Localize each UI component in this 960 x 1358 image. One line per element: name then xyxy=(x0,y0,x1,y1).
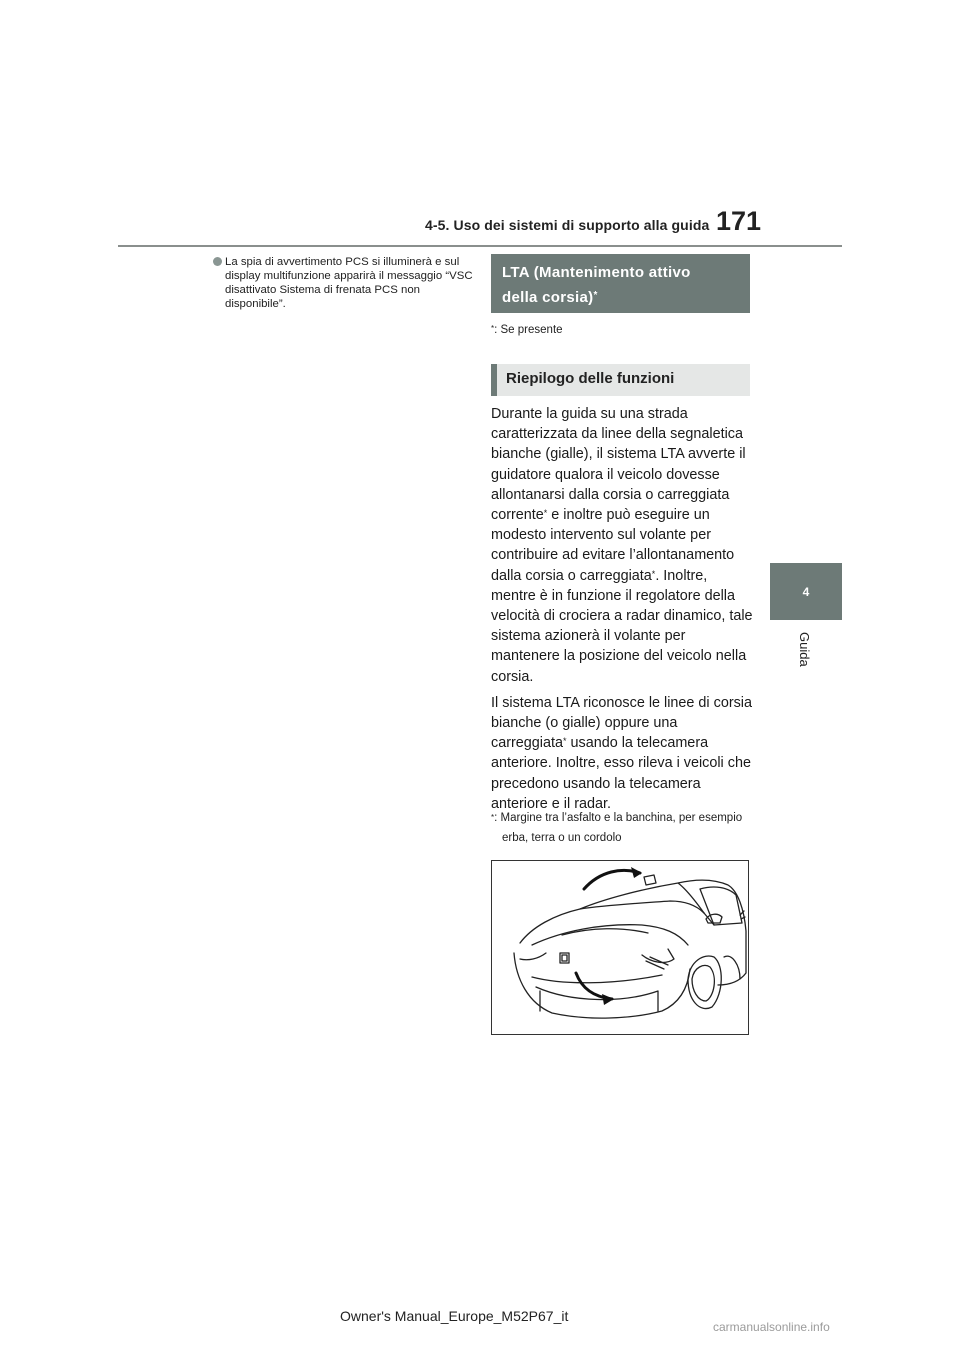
paragraph-2: Il sistema LTA riconosce le linee di corsia bianche (o gialle) oppure una carreggiata* usando la telecamera anteriore. Inoltre, esso rileva i veicoli che precedono usando la telecamera anteriore e il radar. xyxy=(491,694,753,812)
car-camera-illustration xyxy=(491,860,749,1035)
title-asterisk: * xyxy=(593,290,598,301)
watermark: carmanualsonline.info xyxy=(713,1320,830,1334)
footnote-text: : Margine tra l’asfalto e la banchina, per esempio erba, terra o un cordolo xyxy=(494,812,743,844)
chapter-label: Guida xyxy=(797,632,812,667)
bullet-text: La spia di avvertimento PCS si illuminerà e sul display multifunzione apparirà il messaggio “VSC disattivato Sistema di frenata PCS non disponibile”. xyxy=(225,256,473,310)
footnote-asterisk: * xyxy=(491,813,495,822)
section-title xyxy=(491,254,750,313)
section-title-line-2: della corsia) xyxy=(502,289,594,306)
subsection-title: Riepilogo delle funzioni xyxy=(491,364,750,396)
body-text xyxy=(491,404,753,820)
car-drawing xyxy=(492,861,749,1035)
page-number: 171 xyxy=(716,206,762,236)
footnote-asterisk: * xyxy=(491,324,495,333)
footnote-text: : Se presente xyxy=(494,324,563,336)
section-header: 4-5. Uso dei sistemi di supporto alla guida xyxy=(425,217,710,233)
section-title-line-1: LTA (Mantenimento attivo xyxy=(502,264,691,281)
manual-identifier: Owner's Manual_Europe_M52P67_it xyxy=(340,1308,569,1324)
header-divider xyxy=(118,245,842,247)
margin-footnote xyxy=(491,808,753,848)
chapter-number: 4 xyxy=(802,584,810,599)
presence-footnote xyxy=(491,324,563,336)
chapter-tab[interactable] xyxy=(770,563,842,620)
bullet-icon xyxy=(213,257,222,266)
paragraph-1: Durante la guida su una strada caratterizzata da linee della segnaletica bianche (gialle), il sistema LTA avverte il guidatore qualora il veicolo dovesse allontanarsi dalla corsia o carreggiata corrente* e inoltre può eseguire un modesto intervento sul volante per contribuire ad evitare l’allontanamento dalla corsia o carreggiata*. Inoltre, mentre è in funzione il regolatore della velocità di crociera a radar dinamico, tale sistema azionerà il volante per mantenere la posizione del veicolo nella corsia. xyxy=(491,406,753,685)
bullet-item xyxy=(213,255,473,311)
